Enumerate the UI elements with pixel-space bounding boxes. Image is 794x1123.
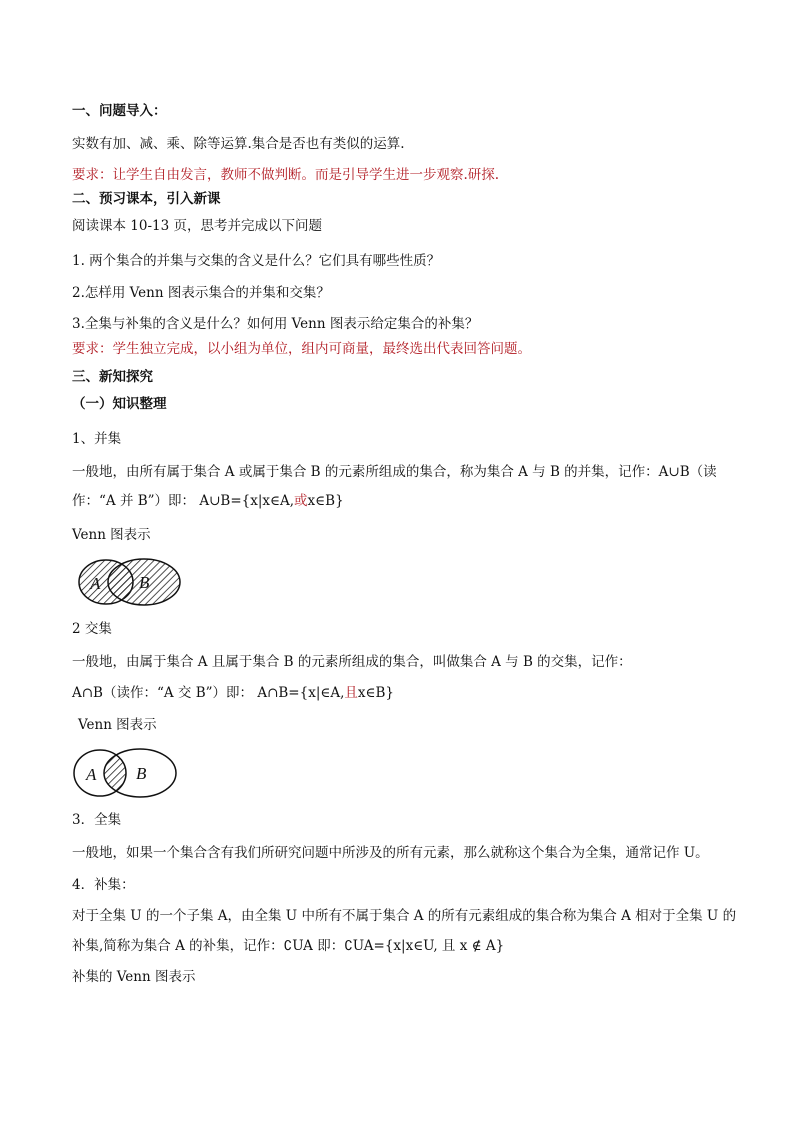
section1-heading: 一、问题导入： <box>72 103 167 119</box>
question-1: 1. 两个集合的并集与交集的含义是什么？它们具有哪些性质？ <box>72 253 441 269</box>
complement-title: 4．补集： <box>72 877 135 893</box>
intersection-venn-label: Venn 图表示 <box>78 717 157 733</box>
union-definition-line2 <box>72 492 344 510</box>
union-or: 或 <box>294 493 308 509</box>
union-definition-line1: 一般地，由所有属于集合 A 或属于集合 B 的元素所组成的集合，称为集合 A 与 B 的并集，记作：A∪B（读 <box>72 464 717 480</box>
complement-definition-line2: 补集,简称为集合 A 的补集，记作：∁UA 即：∁UA={x|x∈U, 且 x ∉ A} <box>72 938 505 954</box>
intersection-formula-end: x∈B} <box>357 685 395 701</box>
complement-venn-label: 补集的 Venn 图表示 <box>72 969 196 985</box>
union-formula: 作：“A 并 B”）即： A∪B={x|x∈A, <box>72 493 295 509</box>
section3-heading: 三、新知探究 <box>72 369 153 385</box>
universal-title: 3．全集 <box>72 812 122 828</box>
question-3: 3.全集与补集的含义是什么？如何用 Venn 图表示给定集合的补集？ <box>72 316 479 332</box>
intersection-venn-diagram <box>70 744 182 800</box>
intersection-title: 2 交集 <box>72 621 112 637</box>
union-formula-end: x∈B} <box>307 493 344 509</box>
section2-intro: 阅读课本 10-13 页，思考并完成以下问题 <box>72 218 323 234</box>
question-2: 2.怎样用 Venn 图表示集合的并集和交集？ <box>72 285 330 301</box>
intersection-definition-line1: 一般地，由属于集合 A 且属于集合 B 的元素所组成的集合，叫做集合 A 与 B 的交集，记作： <box>72 654 632 670</box>
section2-requirement: 要求：学生独立完成，以小组为单位，组内可商量，最终选出代表回答问题。 <box>72 341 531 357</box>
union-venn-label: Venn 图表示 <box>72 527 151 543</box>
union-venn-diagram <box>74 555 186 607</box>
set-a-label: A <box>90 574 101 593</box>
section1-text: 实数有加、减、乘、除等运算.集合是否也有类似的运算. <box>72 136 405 152</box>
intersection-definition-line2 <box>72 684 394 702</box>
universal-definition: 一般地，如果一个集合含有我们所研究问题中所涉及的所有元素，那么就称这个集合为全集，通常记作 U。 <box>72 845 709 861</box>
complement-definition-line1: 对于全集 U 的一个子集 A，由全集 U 中所有不属于集合 A 的所有元素组成的集合称为集合 A 相对于全集 U 的 <box>72 908 737 924</box>
set-a-label: A <box>86 765 97 784</box>
intersection-formula: A∩B（读作：“A 交 B”）即： A∩B={x|∈A, <box>72 685 345 701</box>
union-title: 1、并集 <box>72 431 122 447</box>
set-b-label: B <box>139 573 150 592</box>
section3-subheading: （一）知识整理 <box>72 396 167 412</box>
intersection-and: 且 <box>344 685 358 701</box>
section1-requirement: 要求：让学生自由发言，教师不做判断。而是引导学生进一步观察.研探. <box>72 167 500 183</box>
section2-heading: 二、预习课本，引入新课 <box>72 191 221 207</box>
set-b-label: B <box>136 764 147 783</box>
